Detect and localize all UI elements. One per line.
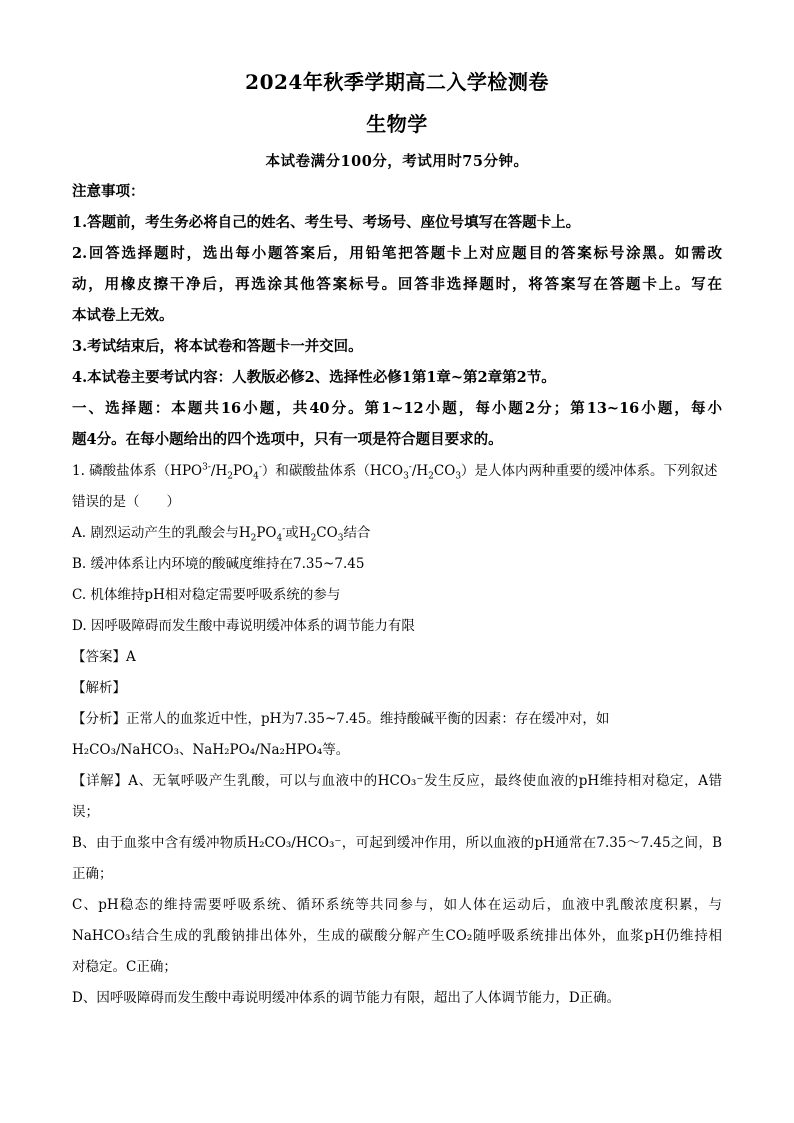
- option-text: A. 剧烈运动产生的乳酸会与H: [72, 525, 251, 541]
- subscript: 3: [455, 471, 462, 482]
- subscript: 2: [227, 471, 233, 482]
- detail-c-line-2: NaHCO₃结合生成的乳酸钠排出体外，生成的碳酸分解产生CO₂随呼吸系统排出体外，血浆pH仍维持相: [72, 928, 722, 944]
- subscript: 3: [337, 533, 344, 544]
- option-d: D. 因呼吸障碍而发生酸中毒说明缓冲体系的调节能力有限: [72, 618, 415, 634]
- stem-text: CO: [433, 463, 456, 479]
- analysis-line-1: [72, 704, 722, 735]
- stem-text: /H: [411, 463, 429, 479]
- stem-text: 1. 磷酸盐体系（HPO: [72, 463, 203, 479]
- note-1: 1.答题前，考生务必将自己的姓名、考生号、考场号、座位号填写在答题卡上。: [72, 214, 581, 231]
- option-text: PO: [256, 525, 277, 541]
- stem-text: ）和碳酸盐体系（HCO: [261, 463, 404, 479]
- detail-c-line-3: 对稳定。C正确；: [72, 959, 177, 975]
- subject-title: 生物学: [366, 112, 428, 136]
- detail-text: A、无氧呼吸产生乳酸，可以与血液中的HCO₃⁻发生反应，最终使血液的pH维持相对稳定，A错: [128, 773, 723, 789]
- note-2-line-2: 动，用橡皮擦干净后，再选涂其他答案标号。回答非选择题时，将答案写在答题卡上。写在: [72, 276, 722, 293]
- subscript: 2: [428, 471, 434, 482]
- detail-a-line-2: 误；: [72, 804, 99, 820]
- exam-info: 本试卷满分100分，考试用时75分钟。: [265, 153, 529, 170]
- subscript: 4: [253, 471, 259, 482]
- notes-heading: 注意事项：: [72, 183, 145, 200]
- question-stem-line-1: [72, 456, 722, 487]
- option-text: CO: [316, 525, 338, 541]
- detail-d-line-1: D、因呼吸障碍而发生酸中毒说明缓冲体系的调节能力有限，超出了人体调节能力，D正确。: [72, 990, 621, 1006]
- answer-value: A: [126, 649, 136, 665]
- answer-label: 【答案】: [72, 649, 126, 665]
- superscript: -: [408, 462, 412, 473]
- superscript: 3-: [202, 462, 211, 473]
- explanation-label: 【解析】: [72, 680, 126, 696]
- analysis-text: 正常人的血浆近中性，pH为7.35~7.45。维持酸碱平衡的因素：存在缓冲对，如: [126, 711, 610, 727]
- detail-b-line-2: 正确；: [72, 866, 113, 882]
- option-a: [72, 518, 722, 549]
- analysis-line-2: H₂CO₃/NaHCO₃、NaH₂PO₄/Na₂HPO₄等。: [72, 742, 350, 758]
- analysis-label: 【分析】: [72, 711, 126, 727]
- note-3: 3.考试结束后，将本试卷和答题卡一并交回。: [72, 338, 363, 355]
- section-heading-line-1: 一、选择题：本题共16小题，共40分。第1~12小题，每小题2分；第13~16小题，每小: [72, 400, 722, 417]
- question-stem-line-2: 错误的是（ ）: [72, 494, 180, 510]
- option-b: B. 缓冲体系让内环境的酸碱度维持在7.35~7.45: [72, 556, 365, 572]
- subscript: 4: [276, 533, 283, 544]
- note-2-line-3: 本试卷上无效。: [72, 307, 174, 324]
- stem-text: ）是人体内两种重要的缓冲体系。下列叙述: [461, 463, 718, 479]
- subscript: 2: [250, 533, 257, 544]
- subscript: 2: [310, 533, 317, 544]
- notes-block: [72, 176, 722, 455]
- option-text: 或H: [285, 525, 311, 541]
- stem-text: /H: [210, 463, 228, 479]
- superscript: -: [282, 524, 286, 535]
- note-2-line-1: 2.回答选择题时，选出每小题答案后，用铅笔把答题卡上对应题目的答案标号涂黑。如需改: [72, 245, 722, 262]
- question-1: [72, 456, 722, 1014]
- answer-line: [72, 642, 722, 673]
- section-heading-line-2: 题4分。在每小题给出的四个选项中，只有一项是符合题目要求的。: [72, 431, 503, 448]
- note-4: 4.本试卷主要考试内容：人教版必修2、选择性必修1第1章~第2章第2节。: [72, 369, 556, 386]
- detail-b-line-1: B、由于血浆中含有缓冲物质H₂CO₃/HCO₃⁻，可起到缓冲作用，所以血液的pH通常在7.35～7.45之间，B: [72, 835, 722, 851]
- option-text: 结合: [343, 525, 371, 541]
- superscript: -: [258, 462, 262, 473]
- detail-c-line-1: C、pH稳态的维持需要呼吸系统、循环系统等共同参与，如人体在运动后，血液中乳酸浓度积累，与: [72, 897, 722, 913]
- detail-label: 【详解】: [72, 773, 129, 789]
- option-c: C. 机体维持pH相对稳定需要呼吸系统的参与: [72, 587, 341, 603]
- stem-text: PO: [232, 463, 254, 479]
- detail-a-line-1: [72, 766, 722, 797]
- subscript: 3: [403, 471, 409, 482]
- exam-title: 2024年秋季学期高二入学检测卷: [245, 70, 549, 94]
